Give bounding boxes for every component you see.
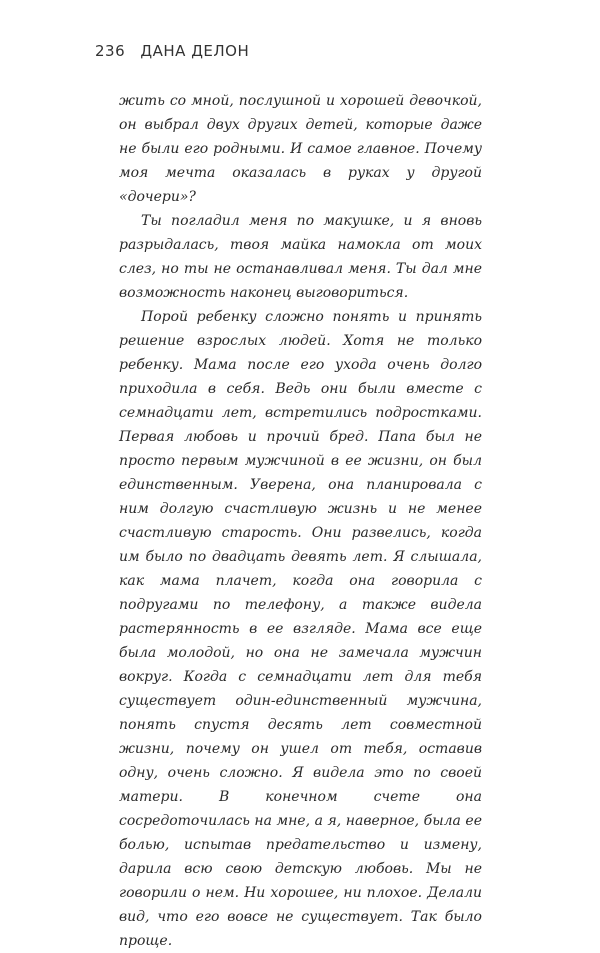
- author-name: ДАНА ДЕЛОН: [140, 42, 250, 60]
- paragraph: Порой ребенку сложно понять и принять решение взрослых людей. Хотя не только ребенку. Мама после его ухода очень долго приходила в себя. Ведь они были вместе с семнадцати лет, встретились подростками. Первая любовь и прочий бред. Папа был не просто первым мужчиной в ее жизни, он был единственным. Уверена, она планировала с ним долгую счастливую жизнь и не менее счастливую старость. Они развелись, когда им было по двадцать девять лет. Я слышала, как мама плачет, когда она говорила с подругами по телефону, а также видела растерянность в ее взгляде. Мама все еще была молодой, но она не замечала мужчин вокруг. Когда с семнадцати лет для тебя существует один-единственный мужчина, понять спустя десять лет совместной жизни, почему он ушел от тебя, оставив одну, очень сложно. Я видела это по своей матери. В конечном счете она сосредоточилась на мне, а я, наверное, была ее болью, испытав предательство и измену, дарила всю свою детскую любовь. Мы не говорили о нем. Ни хорошее, ни плохое. Делали вид, что его вовсе не существует. Так было проще.: [119, 309, 482, 949]
- body-text: [119, 89, 482, 953]
- paragraph: Ты погладил меня по макушке, и я вновь разрыдалась, твоя майка намокла от моих слез, но ты не останавливал меня. Ты дал мне возможность наконец выговориться.: [119, 213, 482, 301]
- paragraph: жить со мной, послушной и хорошей девочкой, он выбрал двух других детей, которые даже не были его родными. И самое главное. Почему моя мечта оказалась в руках у другой «дочери»?: [119, 93, 482, 205]
- page-number: 236: [95, 42, 126, 60]
- running-header: [95, 42, 249, 60]
